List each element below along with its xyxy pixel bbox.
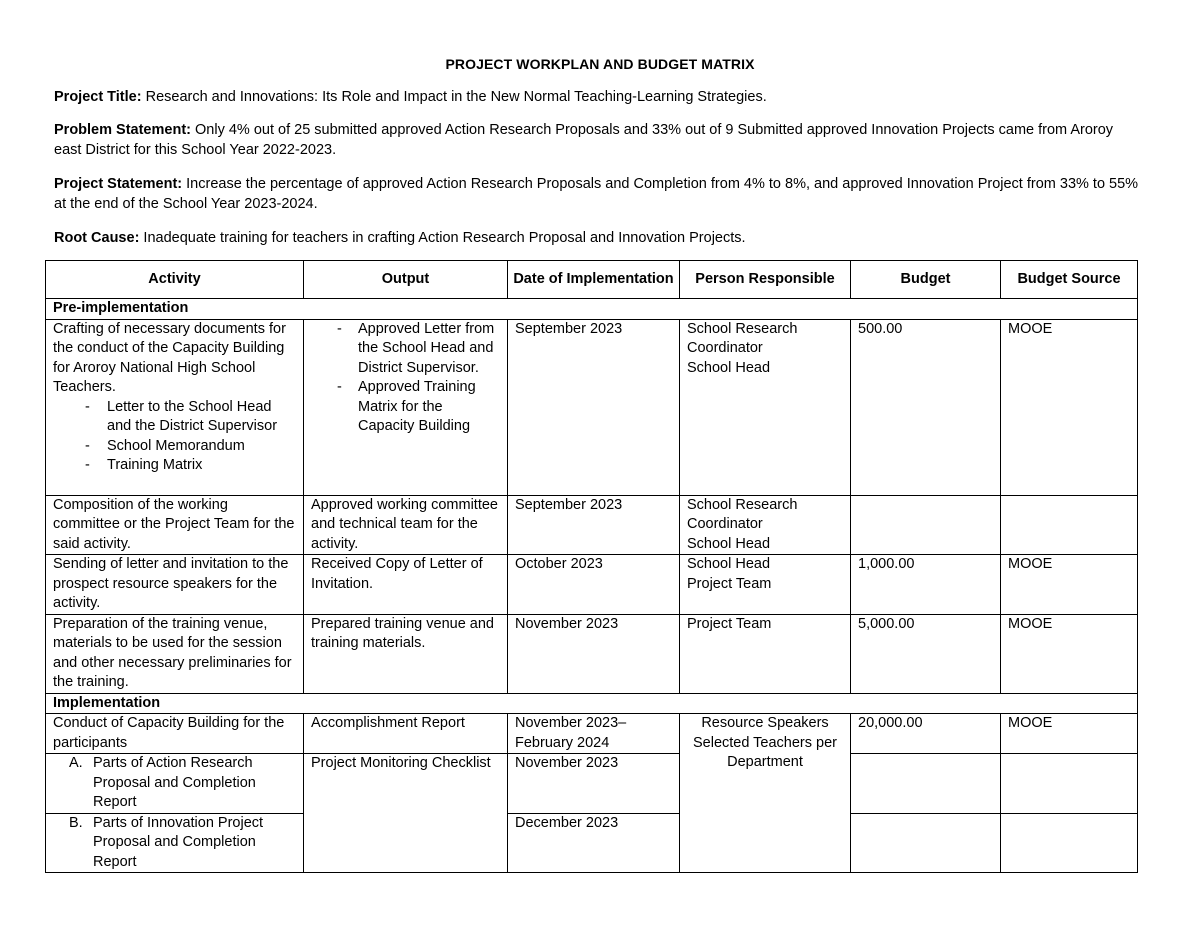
table-row	[46, 813, 1138, 873]
source-cell	[1001, 813, 1138, 873]
table-row	[46, 754, 1138, 814]
header-activity: Activity	[46, 261, 304, 299]
list-marker: B.	[69, 814, 83, 831]
project-statement-text: Increase the percentage of approved Action Research Proposals and Completion from 4% to 8%, and approved Innovation Project from 33% to 55% at the end of the School Year 2023-2024.	[54, 176, 1139, 212]
activity-sublist	[53, 754, 296, 813]
source-cell	[1001, 495, 1138, 555]
person-line: Project Team	[687, 615, 772, 632]
phase-row	[46, 693, 1138, 714]
output-cell: Accomplishment Report	[304, 714, 508, 754]
budget-cell: 5,000.00	[851, 614, 1001, 693]
activity-cell: Sending of letter and invitation to the prospect resource speakers for the activity.	[46, 555, 304, 615]
phase-implementation: Implementation	[46, 693, 1138, 714]
budget-cell: 500.00	[851, 319, 1001, 495]
list-item-text: Parts of Action Research Proposal and Completion Report	[93, 755, 256, 810]
table-row	[46, 714, 1138, 754]
project-title-label: Project Title:	[54, 89, 142, 105]
list-marker: A.	[69, 755, 83, 771]
person-line: Resource Speakers	[701, 715, 829, 731]
person-line: School Research Coordinator	[687, 496, 798, 532]
phase-row	[46, 299, 1138, 320]
person-line: Project Team	[687, 575, 772, 592]
output-cell: Project Monitoring Checklist	[304, 754, 508, 873]
source-cell: MOOE	[1001, 714, 1138, 754]
table-row	[46, 555, 1138, 615]
list-item: - Training Matrix	[53, 456, 296, 476]
date-cell: September 2023	[508, 319, 680, 495]
output-cell: Prepared training venue and training materials.	[304, 614, 508, 693]
header-output: Output	[304, 261, 508, 299]
list-item	[53, 814, 296, 873]
output-cell: Received Copy of Letter of Invitation.	[304, 555, 508, 615]
project-statement	[54, 175, 1144, 214]
project-title	[54, 88, 1144, 108]
table-row	[46, 495, 1138, 555]
header-source: Budget Source	[1001, 261, 1138, 299]
budget-cell	[851, 754, 1001, 814]
source-cell: MOOE	[1001, 614, 1138, 693]
page-title: PROJECT WORKPLAN AND BUDGET MATRIX	[445, 56, 755, 72]
problem-statement-text: Only 4% out of 25 submitted approved Action Research Proposals and 33% out of 9 Submitted approved Innovation Projects came from Aroroy east District for this School Year 2022-2023.	[54, 122, 1114, 158]
activity-cell	[46, 319, 304, 495]
person-cell	[680, 614, 851, 693]
activity-cell	[46, 754, 304, 814]
root-cause	[54, 229, 1144, 249]
table-row	[46, 319, 1138, 495]
header-person: Person Responsible	[680, 261, 851, 299]
source-cell: MOOE	[1001, 319, 1138, 495]
workplan-table	[45, 260, 1138, 873]
budget-cell	[851, 495, 1001, 555]
date-cell: September 2023	[508, 495, 680, 555]
header-date: Date of Implementation	[508, 261, 680, 299]
person-line: Selected Teachers per Department	[692, 734, 838, 770]
date-cell: November 2023–February 2024	[508, 714, 680, 754]
budget-cell: 1,000.00	[851, 555, 1001, 615]
phase-pre-implementation: Pre-implementation	[46, 299, 1138, 320]
person-line: School Research Coordinator	[687, 320, 798, 356]
header-budget: Budget	[851, 261, 1001, 299]
person-line: School Head	[687, 535, 771, 552]
table-header-row	[46, 261, 1138, 299]
list-item: - Approved Training Matrix for the Capacity Building	[311, 378, 500, 437]
date-cell: December 2023	[508, 813, 680, 873]
activity-cell: Preparation of the training venue, materials to be used for the session and other necessary preliminaries for the training.	[46, 614, 304, 693]
date-cell: November 2023	[508, 614, 680, 693]
source-cell: MOOE	[1001, 555, 1138, 615]
problem-statement	[54, 121, 1144, 160]
root-cause-label: Root Cause:	[54, 230, 140, 246]
list-item: - Letter to the School Head and the District Supervisor	[53, 398, 296, 437]
list-item-text: Parts of Innovation Project Proposal and Completion Report	[93, 814, 264, 870]
root-cause-text: Inadequate training for teachers in crafting Action Research Proposal and Innovation Projects.	[139, 230, 746, 246]
person-cell	[680, 555, 851, 615]
activity-cell: Composition of the working committee or the Project Team for the said activity.	[46, 495, 304, 555]
date-cell: November 2023	[508, 754, 680, 814]
activity-sublist	[53, 814, 296, 873]
budget-cell: 20,000.00	[851, 714, 1001, 754]
date-cell: October 2023	[508, 555, 680, 615]
project-statement-label: Project Statement:	[54, 176, 183, 192]
budget-cell	[851, 813, 1001, 873]
list-item	[53, 754, 296, 813]
activity-text: Crafting of necessary documents for the conduct of the Capacity Building for Aroroy National High School Teachers.	[53, 320, 286, 395]
person-line: School Head	[687, 556, 771, 572]
person-line: School Head	[687, 359, 771, 376]
output-cell: Approved working committee and technical team for the activity.	[304, 495, 508, 555]
list-item: - School Memorandum	[53, 437, 296, 457]
table-row	[46, 614, 1138, 693]
output-cell	[304, 319, 508, 495]
person-cell	[680, 319, 851, 495]
activity-sublist	[53, 398, 296, 476]
source-cell	[1001, 754, 1138, 814]
list-item: - Approved Letter from the School Head and District Supervisor.	[311, 320, 500, 379]
person-cell	[680, 714, 851, 873]
problem-statement-label: Problem Statement:	[54, 122, 191, 138]
person-cell	[680, 495, 851, 555]
project-title-text: Research and Innovations: Its Role and Impact in the New Normal Teaching-Learning Strategies.	[141, 89, 767, 105]
activity-cell: Conduct of Capacity Building for the participants	[46, 714, 304, 754]
output-list	[311, 320, 500, 437]
activity-cell	[46, 813, 304, 873]
